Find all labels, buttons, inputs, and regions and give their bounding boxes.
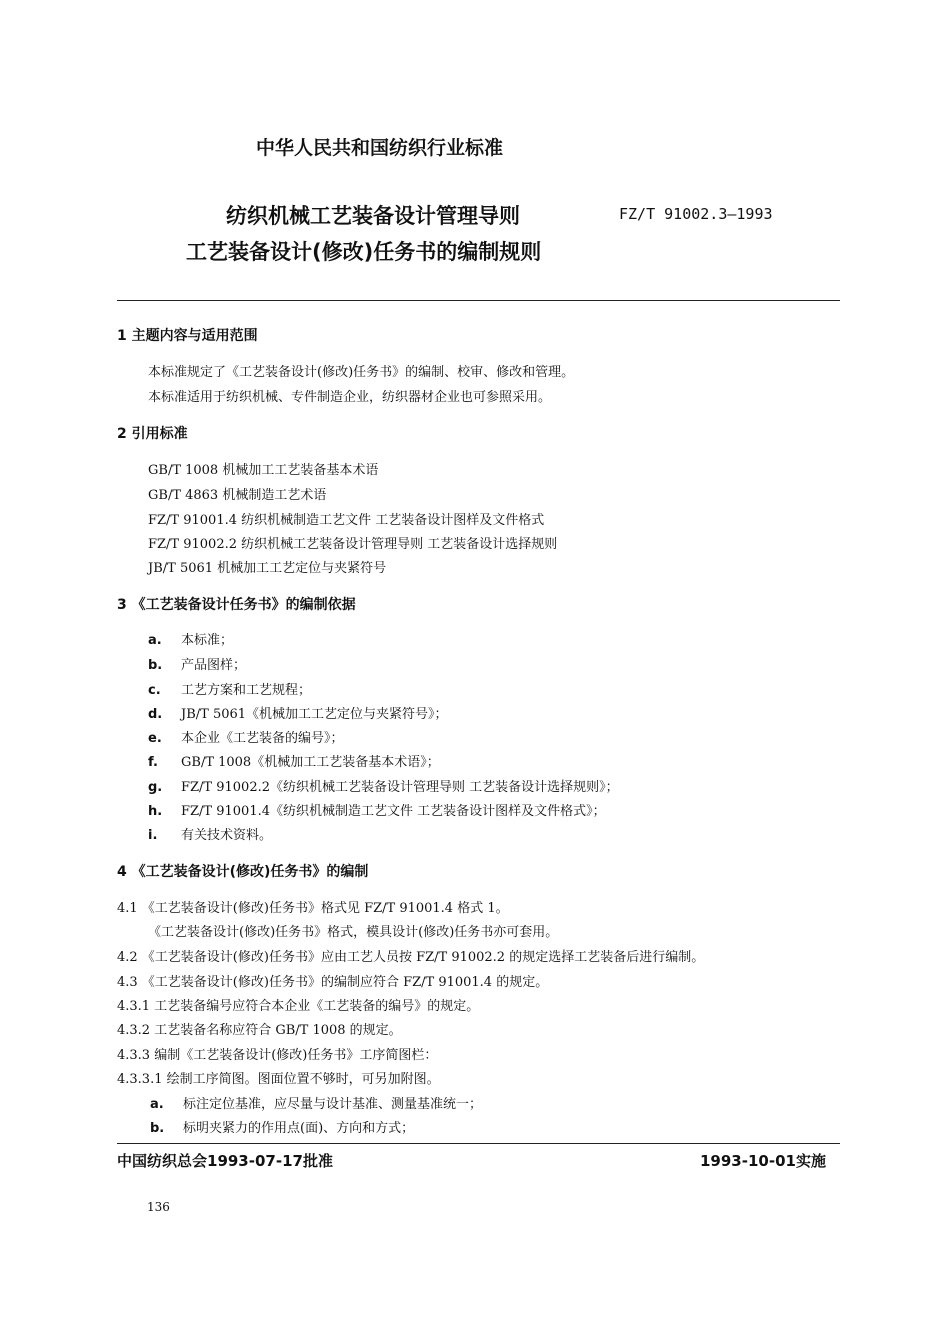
- footer-divider: [117, 1143, 840, 1144]
- org-standard-title: 中华人民共和国纺织行业标准: [256, 137, 504, 159]
- item-text: 有关技术资料。: [181, 828, 273, 843]
- basis-item: [148, 800, 606, 819]
- basis-item: [148, 679, 311, 698]
- item-text: 产品图样；: [181, 658, 247, 673]
- sub-item: [150, 1117, 414, 1136]
- reference-item: GB/T 1008 机械加工工艺装备基本术语: [148, 463, 379, 478]
- item-label: a.: [148, 633, 162, 648]
- standard-number: FZ/T 91002.3—1993: [619, 205, 773, 223]
- item-text: FZ/T 91001.4《纺织机械制造工艺文件 工艺装备设计图样及文件格式》；: [181, 804, 606, 819]
- clause-4-3-3: 4.3.3 编制《工艺装备设计(修改)任务书》工序简图栏：: [117, 1048, 438, 1063]
- effective-date: 1993-10-01实施: [700, 1152, 826, 1170]
- clause-4-3-2: 4.3.2 工艺装备名称应符合 GB/T 1008 的规定。: [117, 1023, 402, 1038]
- basis-item: [148, 654, 246, 673]
- section-1-heading: 1 主题内容与适用范围: [117, 328, 258, 344]
- basis-item: [148, 824, 272, 843]
- section-2-heading: 2 引用标准: [117, 426, 188, 442]
- item-text: 本企业《工艺装备的编号》；: [181, 731, 344, 746]
- item-label: i.: [148, 828, 158, 843]
- item-text: 工艺方案和工艺规程；: [181, 683, 312, 698]
- document-title-line2: 工艺装备设计(修改)任务书的编制规则: [186, 240, 542, 264]
- sub-item: [150, 1093, 482, 1112]
- item-label: g.: [148, 780, 163, 795]
- section-1-paragraph-2: 本标准适用于纺织机械、专件制造企业，纺织器材企业也可参照采用。: [148, 390, 552, 405]
- approval-date: 中国纺织总会1993-07-17批准: [117, 1152, 333, 1170]
- section-4-heading: 4 《工艺装备设计(修改)任务书》的编制: [117, 864, 369, 880]
- item-text: 本标准；: [181, 633, 234, 648]
- item-label: c.: [148, 683, 161, 698]
- section-3-heading: 3 《工艺装备设计任务书》的编制依据: [117, 597, 356, 613]
- basis-item: [148, 629, 233, 648]
- header-divider: [117, 300, 840, 301]
- item-text: 标明夹紧力的作用点(面)、方向和方式；: [183, 1121, 415, 1136]
- item-label: f.: [148, 755, 158, 770]
- item-text: FZ/T 91002.2《纺织机械工艺装备设计管理导则 工艺装备设计选择规则》；: [181, 780, 619, 795]
- item-label: a.: [150, 1097, 164, 1112]
- item-text: 标注定位基准，应尽量与设计基准、测量基准统一；: [183, 1097, 483, 1112]
- item-text: JB/T 5061《机械加工工艺定位与夹紧符号》；: [181, 707, 448, 722]
- reference-item: FZ/T 91001.4 纺织机械制造工艺文件 工艺装备设计图样及文件格式: [148, 513, 545, 528]
- document-title-line1: 纺织机械工艺装备设计管理导则: [226, 204, 520, 228]
- clause-4-3-1: 4.3.1 工艺装备编号应符合本企业《工艺装备的编号》的规定。: [117, 999, 480, 1014]
- basis-item: [148, 751, 440, 770]
- page-number: 136: [147, 1200, 170, 1214]
- item-label: e.: [148, 731, 162, 746]
- item-label: d.: [148, 707, 163, 722]
- item-text: GB/T 1008《机械加工工艺装备基本术语》；: [181, 755, 440, 770]
- section-1-paragraph-1: 本标准规定了《工艺装备设计(修改)任务书》的编制、校审、修改和管理。: [148, 365, 575, 380]
- clause-4-3-3-1: 4.3.3.1 绘制工序简图。图面位置不够时，可另加附图。: [117, 1072, 440, 1087]
- clause-4-1: 4.1 《工艺装备设计(修改)任务书》格式见 FZ/T 91001.4 格式 1。: [117, 901, 509, 916]
- basis-item: [148, 776, 619, 795]
- item-label: b.: [150, 1121, 165, 1136]
- item-label: h.: [148, 804, 163, 819]
- clause-4-1-continued: 《工艺装备设计(修改)任务书》格式，模具设计(修改)任务书亦可套用。: [148, 925, 559, 940]
- reference-item: JB/T 5061 机械加工工艺定位与夹紧符号: [148, 561, 387, 576]
- item-label: b.: [148, 658, 163, 673]
- basis-item: [148, 703, 448, 722]
- reference-item: FZ/T 91002.2 纺织机械工艺装备设计管理导则 工艺装备设计选择规则: [148, 537, 558, 552]
- basis-item: [148, 727, 344, 746]
- reference-item: GB/T 4863 机械制造工艺术语: [148, 488, 327, 503]
- clause-4-2: 4.2 《工艺装备设计(修改)任务书》应由工艺人员按 FZ/T 91002.2 的规定选择工艺装备后进行编制。: [117, 950, 705, 965]
- clause-4-3: 4.3 《工艺装备设计(修改)任务书》的编制应符合 FZ/T 91001.4 的规定。: [117, 975, 549, 990]
